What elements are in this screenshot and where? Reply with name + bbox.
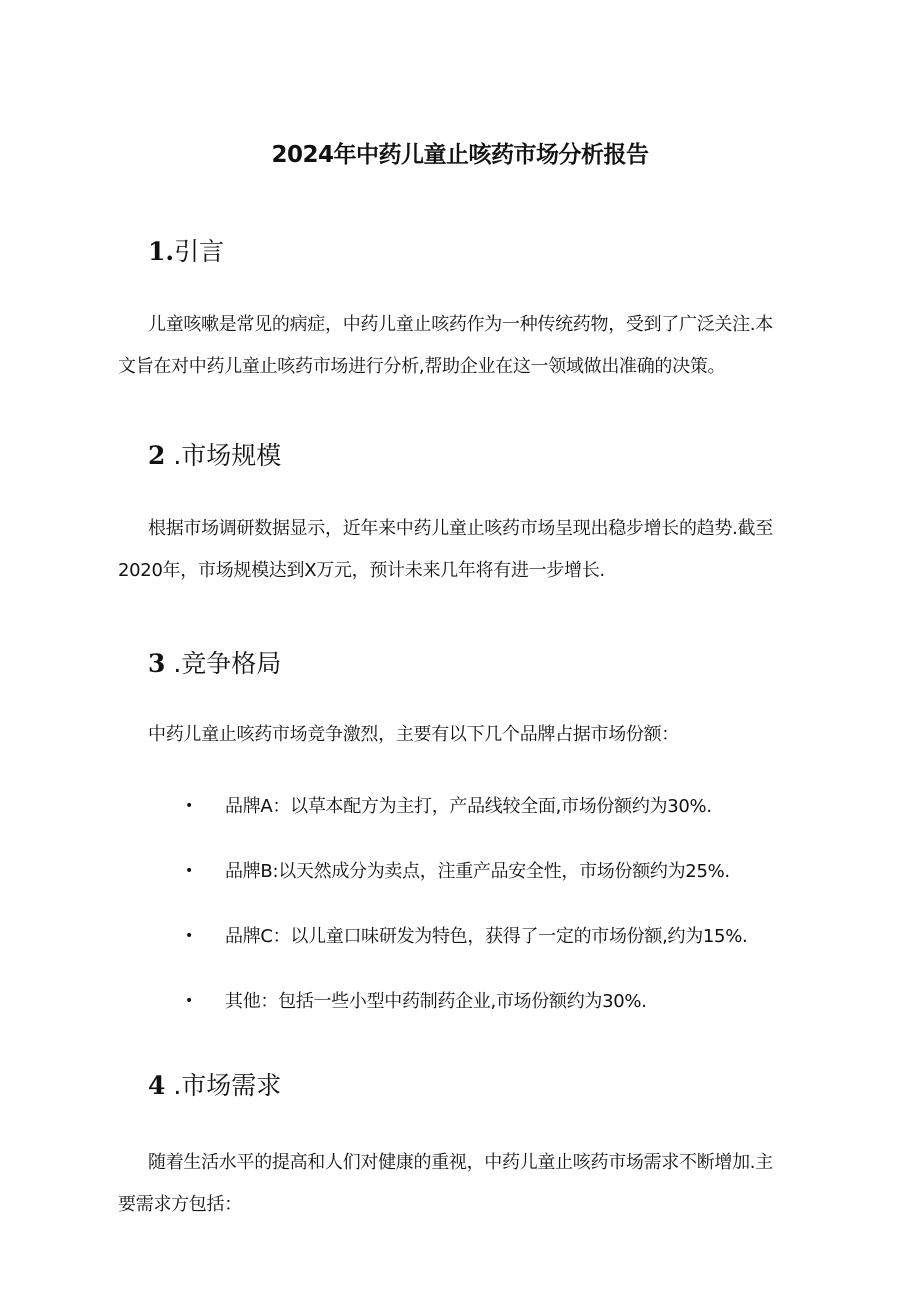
paragraph-line: 随着生活水平的提高和人们对健康的重视，中药儿童止咳药市场需求不断增加.主 bbox=[148, 1152, 773, 1173]
section-number: 2 bbox=[148, 441, 166, 470]
section-number: 4 bbox=[148, 1071, 166, 1100]
paragraph-line: 2020年，市场规模达到X万元，预计未来几年将有进一步增长. bbox=[118, 560, 605, 581]
section-heading-text: .竞争格局 bbox=[173, 649, 282, 678]
list-item-text: 品牌A：以草本配方为主打，产品线较全面,市场份额约为30%. bbox=[225, 796, 712, 817]
section-heading-competition bbox=[148, 644, 281, 680]
bullet-icon: • bbox=[185, 863, 193, 879]
paragraph-market-demand bbox=[118, 1142, 808, 1226]
bullet-icon: • bbox=[185, 993, 193, 1009]
list-item bbox=[185, 987, 647, 1013]
section-number: 3 bbox=[148, 649, 166, 678]
section-heading-text: .市场需求 bbox=[173, 1071, 282, 1100]
list-item-text: 品牌B:以天然成分为卖点，注重产品安全性，市场份额约为25%. bbox=[225, 861, 730, 882]
paragraph-line: 要需求方包括： bbox=[118, 1194, 242, 1215]
list-item-text: 其他：包括一些小型中药制药企业,市场份额约为30%. bbox=[225, 991, 647, 1012]
list-item bbox=[185, 792, 712, 818]
bullet-icon: • bbox=[185, 928, 193, 944]
list-item bbox=[185, 857, 730, 883]
section-heading-market-demand bbox=[148, 1066, 281, 1102]
paragraph-market-size bbox=[118, 508, 808, 592]
paragraph-line: 根据市场调研数据显示，近年来中药儿童止咳药市场呈现出稳步增长的趋势.截至 bbox=[148, 518, 773, 539]
section-heading-text: .市场规模 bbox=[173, 441, 282, 470]
section-heading-introduction bbox=[148, 232, 224, 268]
list-item bbox=[185, 922, 747, 948]
document-title: 2024年中药儿童止咳药市场分析报告 bbox=[271, 142, 649, 168]
paragraph-line: 文旨在对中药儿童止咳药市场进行分析,帮助企业在这一领域做出准确的决策。 bbox=[118, 356, 726, 377]
section-heading-text: 引言 bbox=[174, 237, 225, 266]
bullet-icon: • bbox=[185, 798, 193, 814]
section-number: 1. bbox=[148, 237, 175, 266]
paragraph-line: 儿童咳嗽是常见的病症，中药儿童止咳药作为一种传统药物，受到了广泛关注.本 bbox=[148, 314, 773, 335]
paragraph-competition bbox=[118, 714, 808, 756]
section-heading-market-size bbox=[148, 436, 281, 472]
paragraph-introduction bbox=[118, 304, 808, 388]
list-item-text: 品牌C：以儿童口味研发为特色，获得了一定的市场份额,约为15%. bbox=[225, 926, 748, 947]
paragraph-line: 中药儿童止咳药市场竞争激烈，主要有以下几个品牌占据市场份额： bbox=[148, 724, 679, 745]
